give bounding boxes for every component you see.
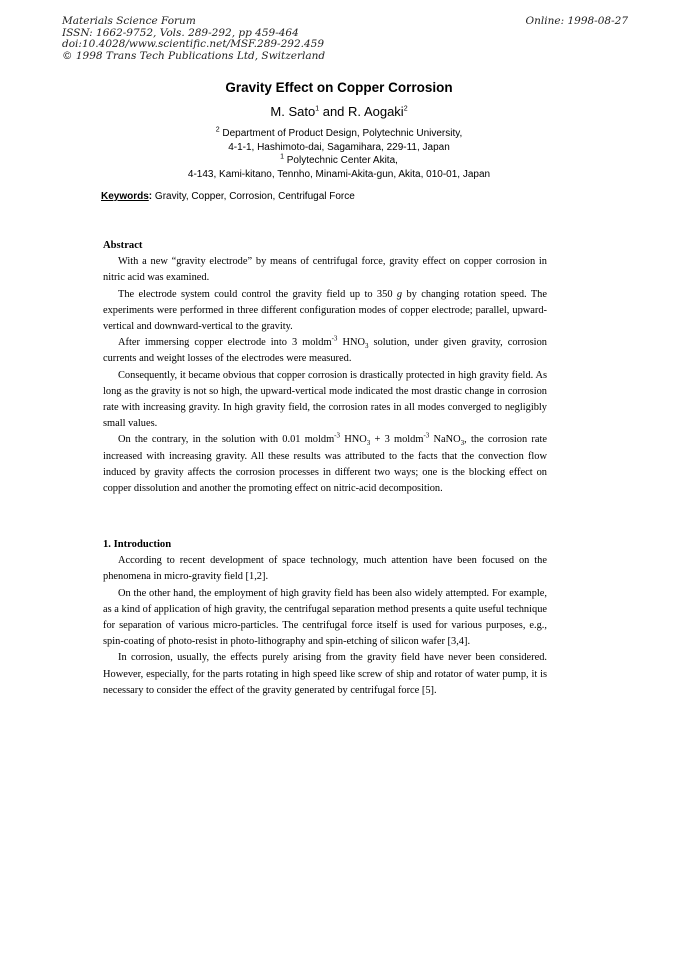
abstract-p3-sup: -3 <box>331 334 338 343</box>
abstract-heading: Abstract <box>103 240 143 251</box>
abstract-paragraph-2 <box>103 287 547 336</box>
abstract-p5-sup2: -3 <box>423 431 430 440</box>
author-and: and <box>322 104 345 119</box>
abstract-paragraph-3 <box>103 335 547 367</box>
keywords-label: Keywords <box>101 191 149 202</box>
abstract-p3-c: solution, under given gravity, corrosion currents and weight losses of the electrodes were measured. <box>103 337 547 365</box>
affiliation-1-sup: 1 <box>280 153 284 161</box>
journal-name: Materials Science Forum <box>62 15 196 27</box>
abstract-p5-sup1: -3 <box>334 431 340 440</box>
abstract-p2-g: g <box>396 288 403 300</box>
affiliation-2-line2: 4-1-1, Hashimoto-dai, Sagamihara, 229-11, Japan <box>228 141 450 153</box>
affiliations <box>0 127 678 181</box>
intro-paragraph-2: On the other hand, the employment of high gravity field has been also widely attempted. For example, as a kind of application of high gravity, the centrifugal separation method presents a quite useful technique for separation of various micro-particles. The centrifugal force itself is used for various purposes, e.g., spin-coating of photo-resist in photo-lithography and spin-etching of silicon wafer [3,4]. <box>103 587 547 648</box>
abstract-p2-b: by changing rotation speed. The experiments were performed in three different configuration modes of copper electrode; parallel, upward- vertical and downward-vertical to the gravity. <box>103 288 547 333</box>
publication-meta <box>62 16 422 62</box>
affiliation-2-line1: Department of Product Design, Polytechnic University, <box>222 128 463 139</box>
abstract-paragraph-1: With a new “gravity electrode” by means of centrifugal force, gravity effect on copper corrosion in nitric acid was examined. <box>103 256 547 284</box>
abstract-p3-b: HNO <box>342 337 365 349</box>
abstract-section <box>103 238 547 497</box>
abstract-p5-c: + 3 moldm <box>374 434 424 446</box>
intro-paragraph-1: According to recent development of space technology, much attention have been focused on the phenomena in micro-gravity field [1,2]. <box>103 555 547 583</box>
affiliation-2 <box>0 127 678 141</box>
author-sato: M. Sato <box>270 104 316 119</box>
abstract-p5-a: On the contrary, in the solution with 0.01 moldm <box>118 434 335 446</box>
abstract-paragraph-4: Consequently, it became obvious that copper corrosion is drastically protected in high gravity field. As long as the gravity is not so high, the upward-vertical mode indicated the most drastic change in corrosion rate with increasing gravity. In high gravity field, the corrosion rates in all modes converged to negligibly small values. <box>103 369 547 430</box>
keywords-colon: : <box>148 191 153 202</box>
affiliation-1-line1: Polytechnic Center Akita, <box>286 155 398 166</box>
abstract-p5-d: NaNO <box>433 434 461 446</box>
abstract-p5-b: HNO <box>344 434 367 446</box>
author-sato-sup: 1 <box>315 105 320 113</box>
issn-line: ISSN: 1662-9752, Vols. 289-292, pp 459-464 <box>62 26 299 39</box>
author-aogaki-sup: 2 <box>403 105 408 113</box>
affiliation-1 <box>0 154 678 168</box>
abstract-p5-e: , the corrosion rate increased with increasing gravity. All these results was attributed to the facts that the convection flow induced by gravity affects the corrosion processes in different two ways; one is the blocking effect on copper dissolution and another the promoting effect on nitric-acid decomposition. <box>103 434 547 495</box>
abstract-paragraph-5 <box>103 432 547 497</box>
intro-paragraph-3: In corrosion, usually, the effects purely arising from the gravity field have never been considered. However, especially, for the parts rotating in high speed like screw of ship and rotator of water pump, it is necessary to consider the effect of the gravity generated by centrifugal force [5]. <box>103 652 547 696</box>
keywords-text: Gravity, Copper, Corrosion, Centrifugal Force <box>154 191 355 202</box>
introduction-section <box>103 537 547 699</box>
doi-line: doi:10.4028/www.scientific.net/MSF.289-292.459 <box>62 38 325 50</box>
online-date: Online: 1998-08-27 <box>525 15 628 27</box>
keywords <box>101 191 355 202</box>
affiliation-1-line2: 4-143, Kami-kitano, Tennho, Minami-Akita-gun, Akita, 010-01, Japan <box>187 168 491 180</box>
copyright-line: © 1998 Trans Tech Publications Ltd, Switzerland <box>62 49 326 62</box>
introduction-heading: 1. Introduction <box>103 539 172 550</box>
author-line <box>0 104 678 119</box>
affiliation-2-sup: 2 <box>215 126 220 134</box>
abstract-p5-sub1: 3 <box>366 439 371 448</box>
abstract-p5-sub2: 3 <box>460 439 465 448</box>
abstract-p3-a: After immersing copper electrode into 3 moldm <box>118 337 332 349</box>
author-aogaki: R. Aogaki <box>348 104 404 119</box>
abstract-p2-a: The electrode system could control the gravity field up to 350 <box>118 288 393 300</box>
paper-title: Gravity Effect on Copper Corrosion <box>225 80 453 95</box>
abstract-p3-sub: 3 <box>364 342 369 351</box>
